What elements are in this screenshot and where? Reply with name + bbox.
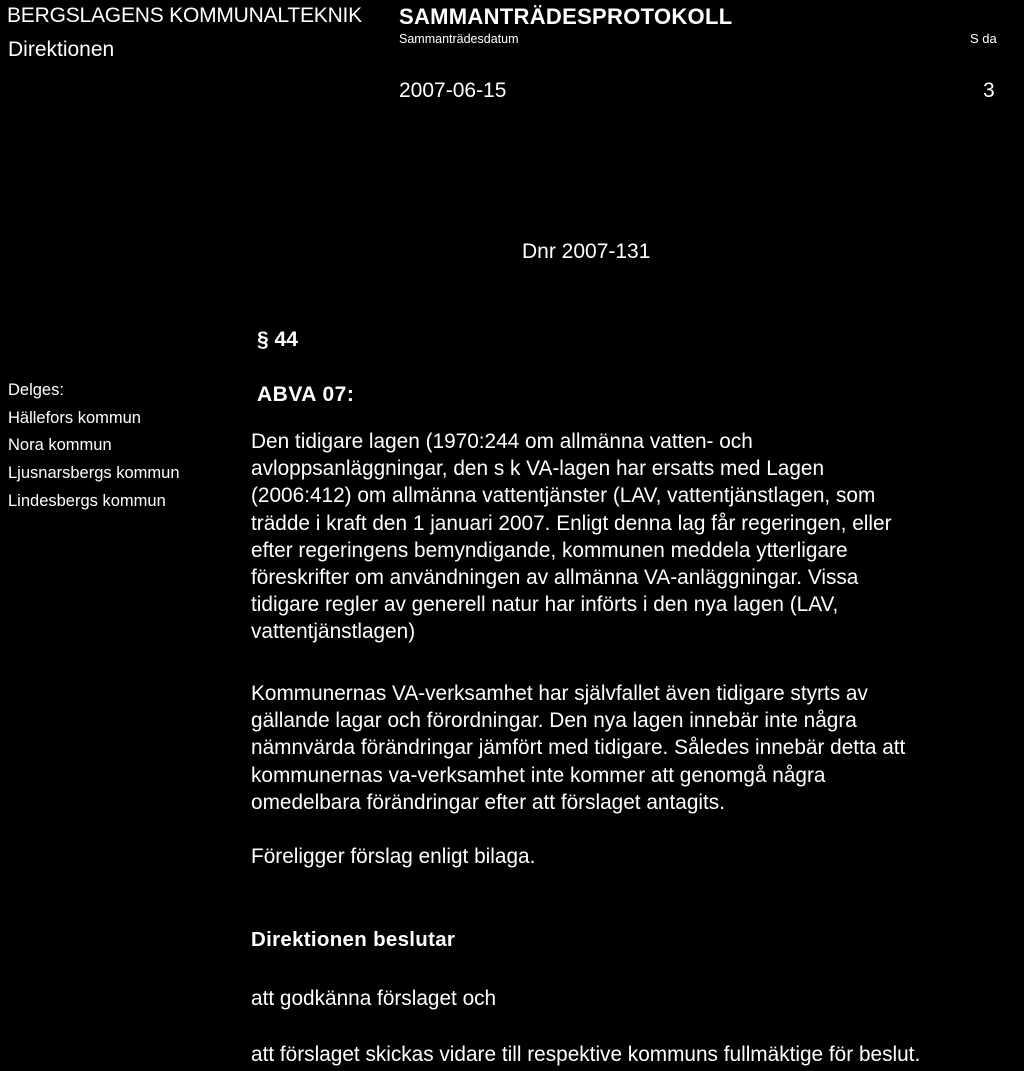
text-line: Kommunernas VA-verksamhet har självfallet även tidigare styrts av — [251, 682, 868, 705]
distribution-label: Delges: — [8, 381, 64, 399]
section-heading: ABVA 07: — [257, 383, 355, 406]
recipient-item: Hällefors kommun — [8, 408, 141, 427]
text-line: kommunernas va-verksamhet inte kommer att genomgå några — [251, 763, 826, 787]
text-line: (2006:412) om allmänna vattentjänster (LAV, vattentjänstlagen, som — [251, 484, 876, 508]
organization-name: BERGSLAGENS KOMMUNALTEKNIK — [7, 4, 362, 27]
decision-heading: Direktionen beslutar — [251, 928, 456, 951]
case-number: Dnr 2007-131 — [522, 240, 651, 263]
document-type-title: SAMMANTRÄDESPROTOKOLL — [399, 4, 733, 29]
body-paragraph-3: Föreligger förslag enligt bilaga. — [251, 845, 536, 868]
body-paragraph-1 — [251, 428, 892, 646]
text-line: tidigare regler av generell natur har införts i den nya lagen (LAV, — [251, 593, 839, 617]
recipient-item: Lindesbergs kommun — [8, 491, 166, 510]
recipient-item: Ljusnarsbergs kommun — [8, 464, 180, 483]
department-name: Direktionen — [8, 38, 115, 61]
page-label: S da — [970, 31, 997, 46]
body-paragraph-2 — [251, 680, 905, 816]
decision-item: att godkänna förslaget och — [251, 987, 497, 1010]
text-line: omedelbara förändringar efter att förslaget antagits. — [251, 790, 725, 814]
paragraph-number: § 44 — [257, 328, 298, 351]
meeting-date-value: 2007-06-15 — [399, 79, 507, 102]
meeting-date-label: Sammanträdesdatum — [399, 32, 519, 46]
text-line: efter regeringens bemyndigande, kommunen meddela ytterligare — [251, 538, 848, 562]
text-line: nämnvärda förändringar jämfört med tidigare. Således innebär detta att — [251, 736, 906, 760]
text-line: trädde i kraft den 1 januari 2007. Enligt denna lag får regeringen, eller — [251, 511, 892, 535]
text-line: gällande lagar och förordningar. Den nya lagen innebär inte några — [251, 709, 857, 733]
recipient-item: Nora kommun — [8, 436, 112, 455]
decision-item: att förslaget skickas vidare till respektive kommuns fullmäktige för beslut. — [251, 1043, 921, 1066]
text-line: föreskrifter om användningen av allmänna VA-anläggningar. Vissa — [251, 566, 859, 590]
text-line: Den tidigare lagen (1970:244 om allmänna vatten- och — [251, 430, 753, 453]
distribution-list — [8, 377, 180, 516]
page-number: 3 — [983, 79, 995, 102]
text-line: vattentjänstlagen) — [251, 620, 416, 644]
text-line: avloppsanläggningar, den s k VA-lagen har ersatts med Lagen — [251, 457, 825, 481]
